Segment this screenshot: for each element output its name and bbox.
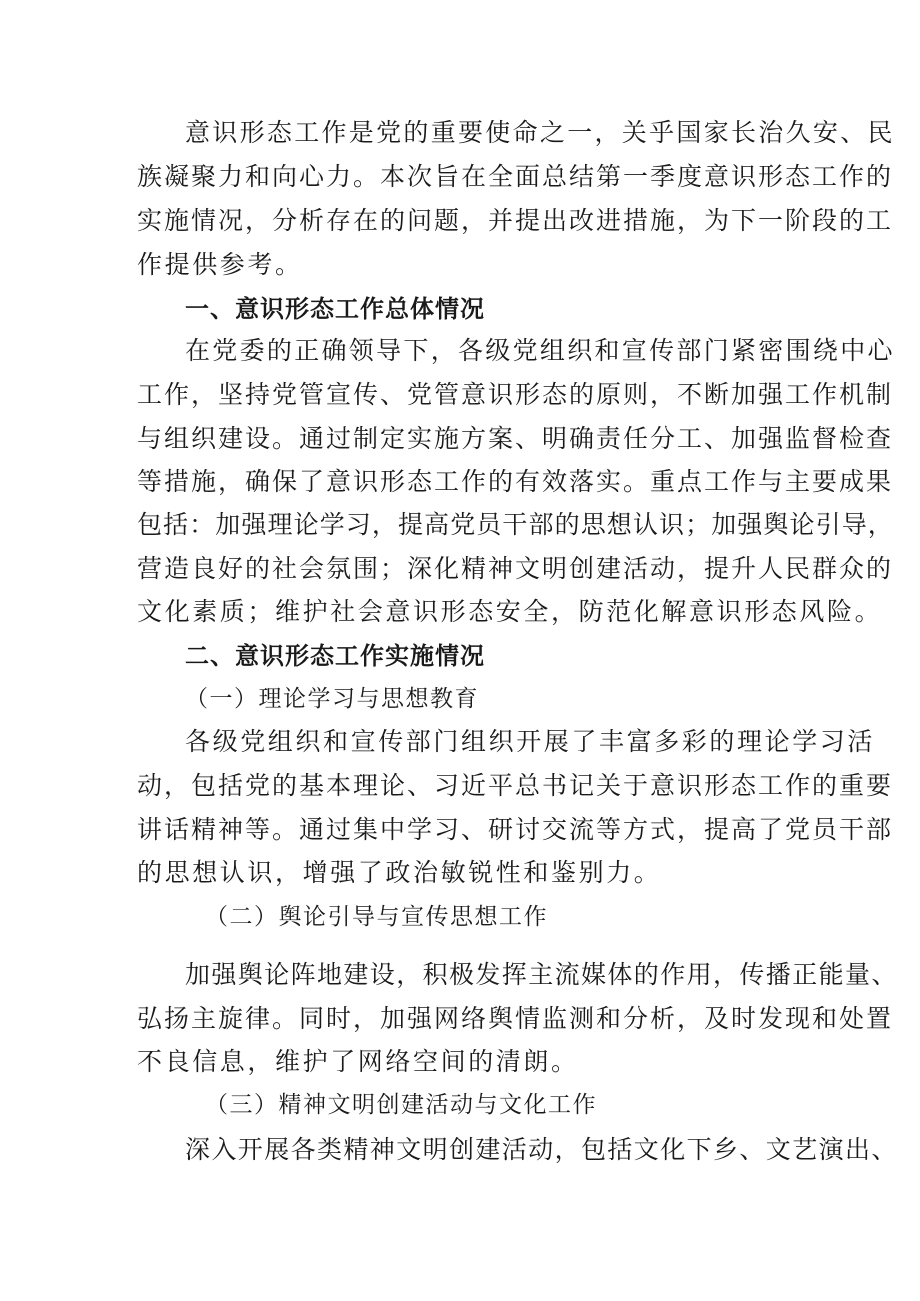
text-line: 动，包括党的基本理论、习近平总书记关于意识形态工作的重要 — [137, 771, 894, 800]
text-line: 的思想认识，增强了政治敏锐性和鉴别力。 — [137, 858, 662, 887]
text-line: 加强舆论阵地建设，积极发挥主流媒体的作用，传播正能量、 — [185, 960, 898, 989]
subsection-heading: （三）精神文明创建活动与文化工作 — [205, 1092, 597, 1118]
text-line: 工作，坚持党管宣传、党管意识形态的原则，不断加强工作机制 — [137, 380, 894, 409]
section-heading: 一、意识形态工作总体情况 — [185, 295, 485, 323]
text-line: 族凝聚力和向心力。本次旨在全面总结第一季度意识形态工作的 — [137, 162, 894, 191]
text-line: 在党委的正确领导下，各级党组织和宣传部门紧密围绕中心 — [185, 336, 895, 365]
text-line: 弘扬主旋律。同时，加强网络舆情监测和分析，及时发现和处置 — [137, 1004, 894, 1033]
subsection-heading: （一）理论学习与思想教育 — [185, 686, 479, 712]
text-line: 深入开展各类精神文明创建活动，包括文化下乡、文艺演出、 — [185, 1135, 898, 1164]
text-line: 文化素质；维护社会意识形态安全，防范化解意识形态风险。 — [137, 597, 883, 626]
text-line: 作提供参考。 — [137, 250, 303, 279]
text-line: 营造良好的社会氛围；深化精神文明创建活动，提升人民群众的 — [137, 554, 894, 583]
text-line: 意识形态工作是党的重要使命之一，关乎国家长治久安、民 — [185, 118, 895, 147]
text-line: 实施情况，分析存在的问题，并提出改进措施，为下一阶段的工 — [137, 206, 894, 235]
text-line: 各级党组织和宣传部门组织开展了丰富多彩的理论学习活 — [185, 727, 876, 756]
text-line: 包括：加强理论学习，提高党员干部的思想认识；加强舆论引导， — [137, 510, 894, 539]
text-line: 不良信息，维护了网络空间的清朗。 — [137, 1047, 579, 1076]
text-line: 讲话精神等。通过集中学习、研讨交流等方式，提高了党员干部 — [137, 815, 894, 844]
text-line: 等措施，确保了意识形态工作的有效落实。重点工作与主要成果 — [137, 467, 894, 496]
subsection-heading: （二）舆论引导与宣传思想工作 — [205, 904, 548, 930]
section-heading: 二、意识形态工作实施情况 — [185, 642, 485, 670]
text-line: 与组织建设。通过制定实施方案、明确责任分工、加强监督检查 — [137, 424, 894, 453]
